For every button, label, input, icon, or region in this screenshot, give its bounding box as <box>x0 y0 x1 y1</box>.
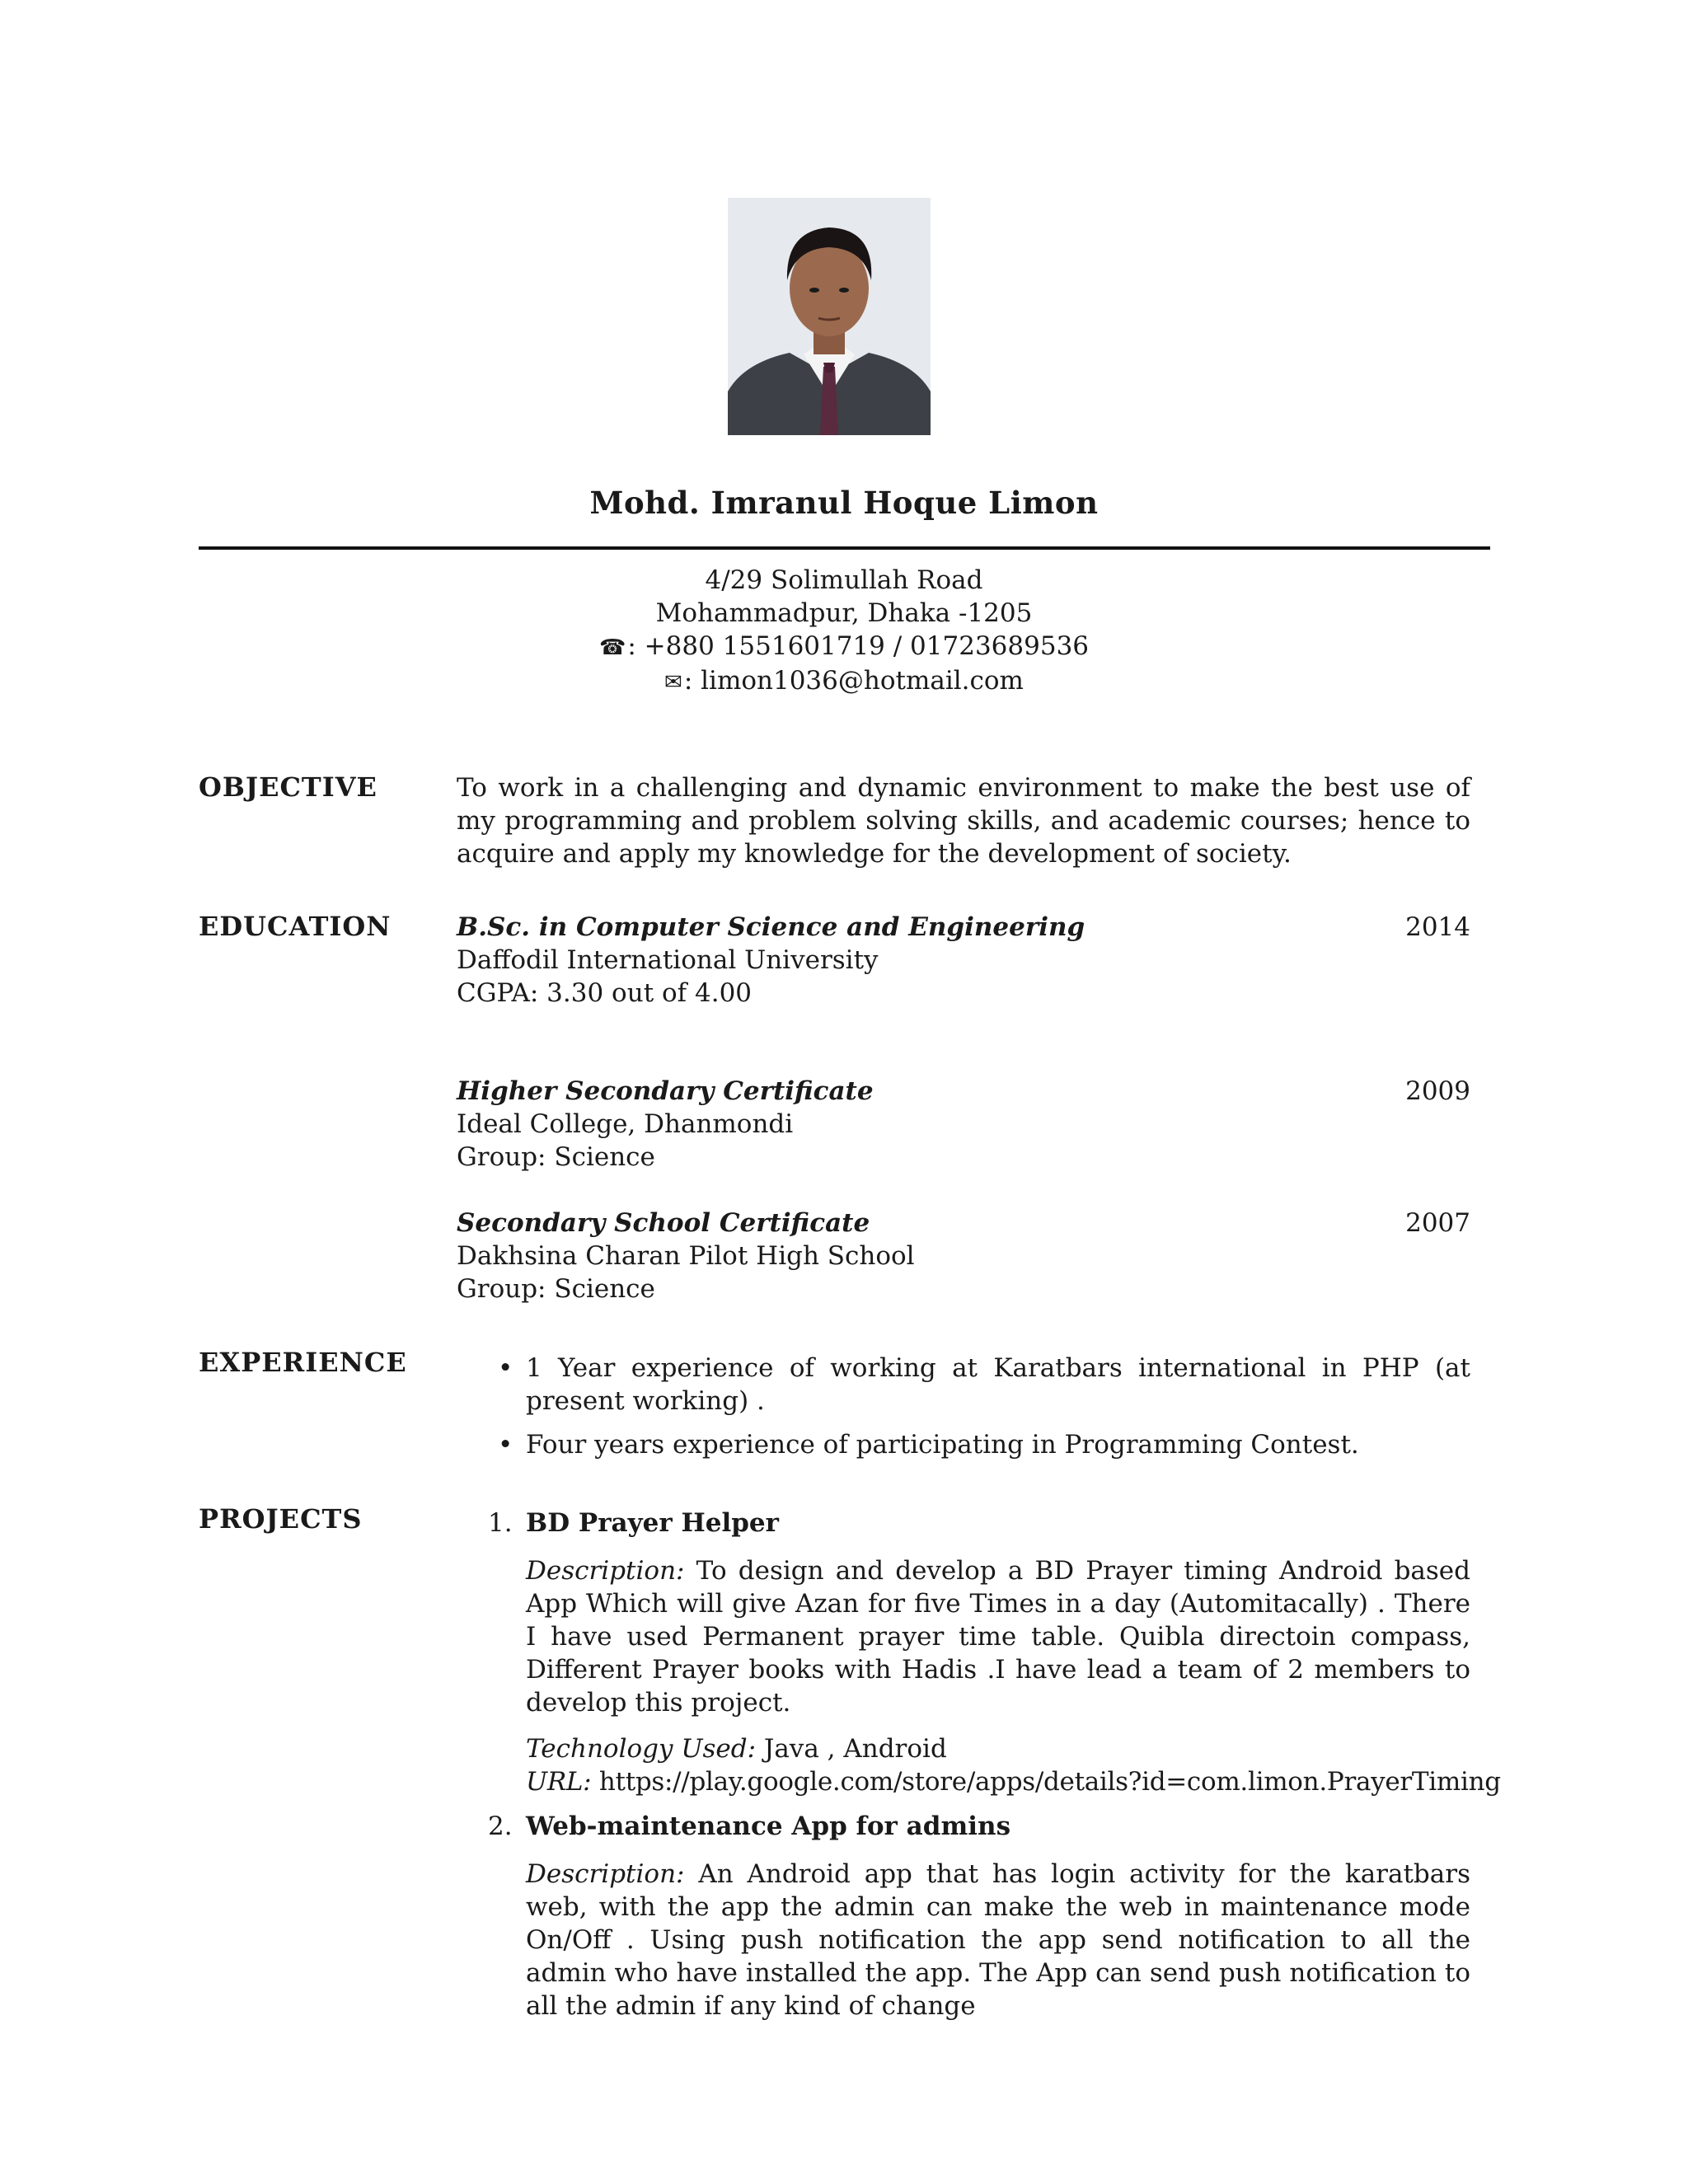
project-number: 1. <box>488 1508 513 1538</box>
projects-list <box>457 1507 1501 2022</box>
email-address[interactable]: : limon1036@hotmail.com <box>683 666 1024 696</box>
institution: Ideal College, Dhanmondi <box>457 1109 794 1139</box>
education-item-bsc <box>457 911 1470 1010</box>
degree-year: 2014 <box>1405 912 1470 942</box>
experience-heading: EXPERIENCE <box>199 1347 407 1378</box>
project-item <box>457 1507 1501 1798</box>
degree-detail: Group: Science <box>457 1142 655 1172</box>
technology-label: Technology Used: <box>526 1734 757 1764</box>
project-url <box>526 1765 1501 1798</box>
project-description: Description: To design and develop a BD Prayer timing Android based App Which will give Azan for five Times in a day (Automitacally) . There I have used Permanent prayer time table. Quibla directoin compass, Different Prayer books with Hadis .I have lead a team of 2 members to develop this project. <box>526 1556 1470 1718</box>
description-label: Description: <box>526 1556 685 1586</box>
project-item <box>457 1810 1470 2022</box>
address-line-1: 4/29 Solimullah Road <box>705 565 983 595</box>
list-item: • 1 Year experience of working at Karatbars international in PHP (at present working) . <box>498 1353 1470 1416</box>
degree-title: Secondary School Certificate <box>457 1208 870 1238</box>
list-item: • Four years experience of participating in Programming Contest. <box>498 1430 1359 1460</box>
profile-photo <box>728 198 931 435</box>
institution: Daffodil International University <box>457 945 879 975</box>
url-label: URL: <box>526 1767 592 1797</box>
degree-year: 2007 <box>1405 1208 1470 1238</box>
contact-block <box>0 564 1688 699</box>
phone-line <box>0 630 1688 664</box>
project-title: Web-maintenance App for admins <box>526 1811 1011 1841</box>
objective-heading: OBJECTIVE <box>199 771 377 803</box>
objective-text: To work in a challenging and dynamic environment to make the best use of my programming and problem solving skills, and academic courses; hence to acquire and apply my knowledge for the development of society. <box>457 773 1470 869</box>
phone-number: : +880 1551601719 / 01723689536 <box>627 631 1090 661</box>
project-technology: Technology Used: Java , Android <box>526 1734 947 1764</box>
bullet-icon: • <box>498 1430 513 1460</box>
envelope-icon: ✉ <box>664 670 682 695</box>
degree-title: Higher Secondary Certificate <box>457 1076 874 1106</box>
portrait-image <box>728 198 931 435</box>
education-item-ssc <box>457 1207 1470 1305</box>
experience-list <box>457 1352 1470 1472</box>
phone-icon: ☎ <box>598 635 626 660</box>
project-number: 2. <box>488 1811 513 1841</box>
institution: Dakhsina Charan Pilot High School <box>457 1241 915 1271</box>
degree-year: 2009 <box>1405 1076 1470 1106</box>
education-heading: EDUCATION <box>199 911 392 942</box>
address-line-2: Mohammadpur, Dhaka -1205 <box>655 598 1033 628</box>
project-description: Description: An Android app that has login activity for the karatbars web, with the app the admin can make the web in maintenance mode On/Off . Using push notification the app send notification to all the admin who have installed the app. The App can send push notification to all the admin if any kind of change <box>526 1859 1470 2021</box>
header-divider <box>199 546 1490 550</box>
degree-title: B.Sc. in Computer Science and Engineering <box>457 912 1085 942</box>
email-line <box>0 664 1688 699</box>
bullet-icon: • <box>498 1353 513 1383</box>
degree-detail: CGPA: 3.30 out of 4.00 <box>457 978 753 1008</box>
education-item-hsc <box>457 1075 1470 1174</box>
description-label: Description: <box>526 1859 685 1889</box>
project-title: BD Prayer Helper <box>526 1508 779 1538</box>
projects-heading: PROJECTS <box>199 1503 363 1535</box>
candidate-name: Mohd. Imranul Hoque Limon <box>589 485 1099 521</box>
degree-detail: Group: Science <box>457 1274 655 1304</box>
project-link[interactable]: https://play.google.com/store/apps/details?id=com.limon.PrayerTiming <box>598 1767 1501 1797</box>
